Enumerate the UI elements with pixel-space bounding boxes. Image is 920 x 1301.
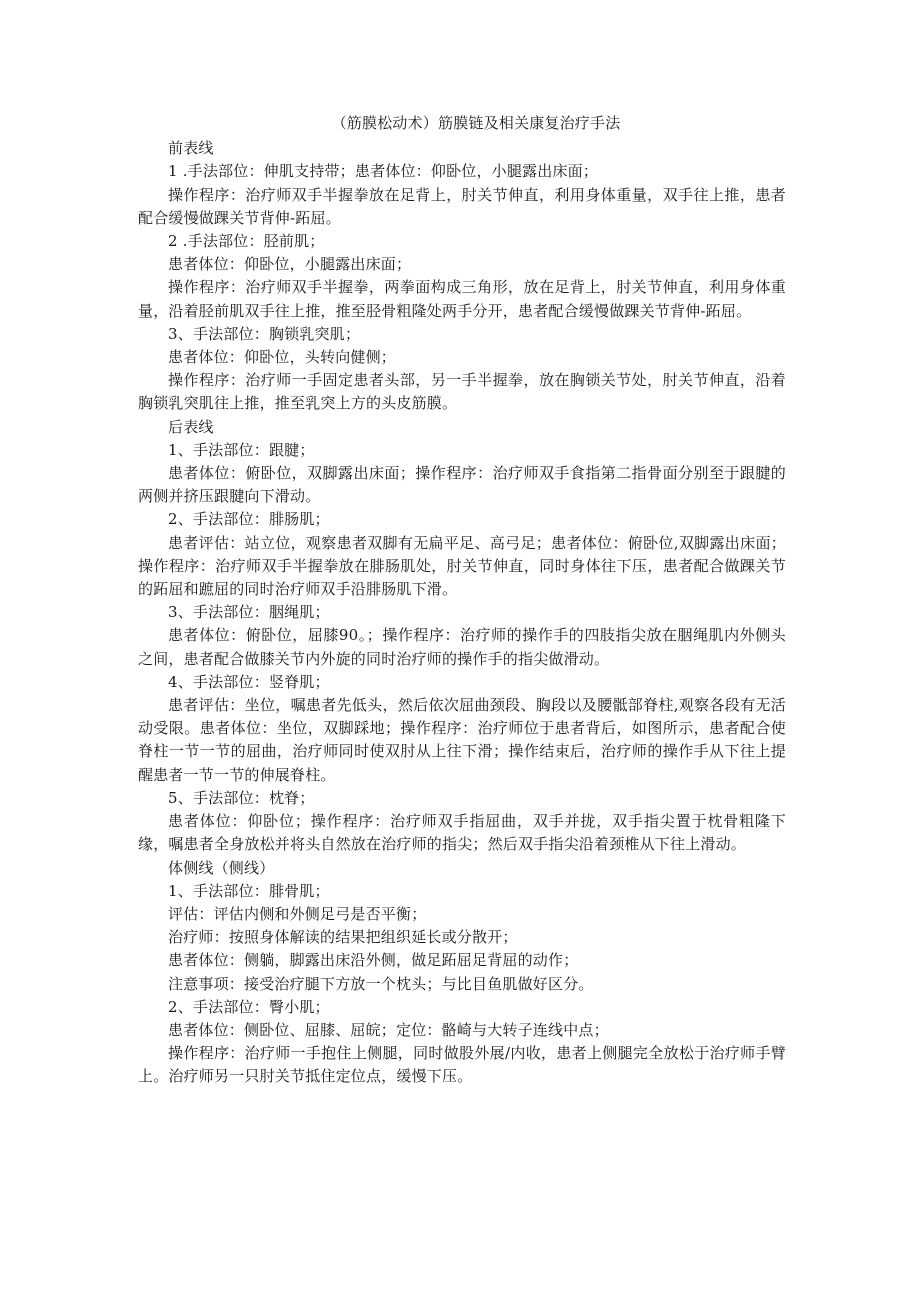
paragraph: 患者体位：俯卧位，屈膝90。；操作程序：治疗师的操作手的四肢指尖放在胭绳肌内外侧头之间，患者配合做膝关节内外旋的同时治疗师的操作手的指尖做滑动。	[138, 626, 786, 668]
document-title: （筋膜松动术）筋膜链及相关康复治疗手法	[331, 114, 621, 132]
paragraph: 操作程序：治疗师双手半握拳放在足背上，肘关节伸直，利用身体重量，双手往上推，患者配合缓慢做踝关节背伸-跖屈。	[138, 185, 786, 227]
paragraph: 2、手法部位：腓肠肌；	[168, 510, 330, 529]
paragraph: 操作程序：治疗师一手固定患者头部，另一手半握拳，放在胸锁关节处，肘关节伸直，沿着胸锁乳突肌往上推，推至乳突上方的头皮筋膜。	[138, 371, 786, 413]
paragraph: 操作程序：治疗师双手半握拳，两拳面构成三角形，放在足背上，肘关节伸直，利用身体重量，沿着胫前肌双手往上推，推至胫骨粗隆处两手分开，患者配合缓慢做踝关节背伸-跖屈。	[138, 278, 786, 320]
paragraph: 3、手法部位：胸锁乳突肌；	[168, 324, 361, 343]
paragraph: 2、手法部位：臀小肌；	[168, 997, 330, 1016]
paragraph: 患者体位：仰卧位；操作程序：治疗师双手指屈曲，双手并拢，双手指尖置于枕骨粗隆下缘，嘱患者全身放松并将头自然放在治疗师的指尖；然后双手指尖沿着颈椎从下往上滑动。	[138, 812, 786, 854]
paragraph: 2 .手法部位：胫前肌；	[168, 232, 325, 251]
paragraph: 注意事项：接受治疗腿下方放一个枕头；与比目鱼肌做好区分。	[168, 974, 594, 993]
paragraph: 患者体位：侧卧位、屈膝、屈皖；定位：骼崎与大转子连线中点；	[168, 1020, 609, 1039]
paragraph: 1、手法部位：腓骨肌；	[168, 881, 330, 900]
paragraph: 评估：评估内侧和外侧足弓是否平衡；	[168, 904, 427, 923]
paragraph: 患者体位：侧躺，脚露出床沿外侧，做足跖屈足背屈的动作；	[168, 951, 579, 970]
paragraph: 患者体位：仰卧位，小腿露出床面；	[168, 255, 412, 274]
paragraph: 3、手法部位：胭绳肌；	[168, 603, 330, 622]
paragraph: 操作程序：治疗师一手抱住上侧腿，同时做股外展/内收，患者上侧腿完全放松于治疗师手臂上。治疗师另一只肘关节抵住定位点，缓慢下压。	[138, 1044, 786, 1086]
section-heading-anterior: 前表线	[168, 139, 214, 158]
paragraph: 患者评估：站立位，观察患者双脚有无扁平足、高弓足；患者体位：俯卧位,双脚露出床面；操作程序：治疗师双手半握拳放在腓肠肌处，肘关节伸直，同时身体往下压，患者配合做踝关节的跖屈和蹠屈的同时治疗师双手沿腓肠肌下滑。	[138, 533, 786, 599]
paragraph: 治疗师：按照身体解读的结果把组织延长或分散开；	[168, 928, 518, 947]
section-heading-posterior: 后表线	[168, 417, 214, 436]
paragraph: 患者评估：坐位，嘱患者先低头，然后依次屈曲颈段、胸段以及腰骶部脊柱,观察各段有无活动受限。患者体位：坐位，双脚踩地；操作程序：治疗师位于患者背后，如图所示，患者配合使脊柱一节一节的屈曲，治疗师同时使双肘从上往下滑；操作结束后，治疗师的操作手从下往上提醒患者一节一节的伸展脊柱。	[138, 696, 786, 784]
section-heading-lateral: 体侧线（侧线）	[168, 858, 275, 877]
paragraph: 1、手法部位：跟腱；	[168, 440, 315, 459]
paragraph: 5、手法部位：枕脊；	[168, 788, 315, 807]
paragraph: 患者体位：俯卧位，双脚露出床面；操作程序：治疗师双手食指第二指骨面分别至于跟腱的两侧并挤压跟腱向下滑动。	[138, 464, 786, 506]
document-page	[138, 112, 786, 1089]
paragraph: 1 .手法部位：伸肌支持带；患者体位：仰卧位，小腿露出床面；	[168, 162, 599, 181]
paragraph: 患者体位：仰卧位，头转向健侧；	[168, 348, 397, 367]
paragraph: 4、手法部位：竖脊肌；	[168, 672, 330, 691]
